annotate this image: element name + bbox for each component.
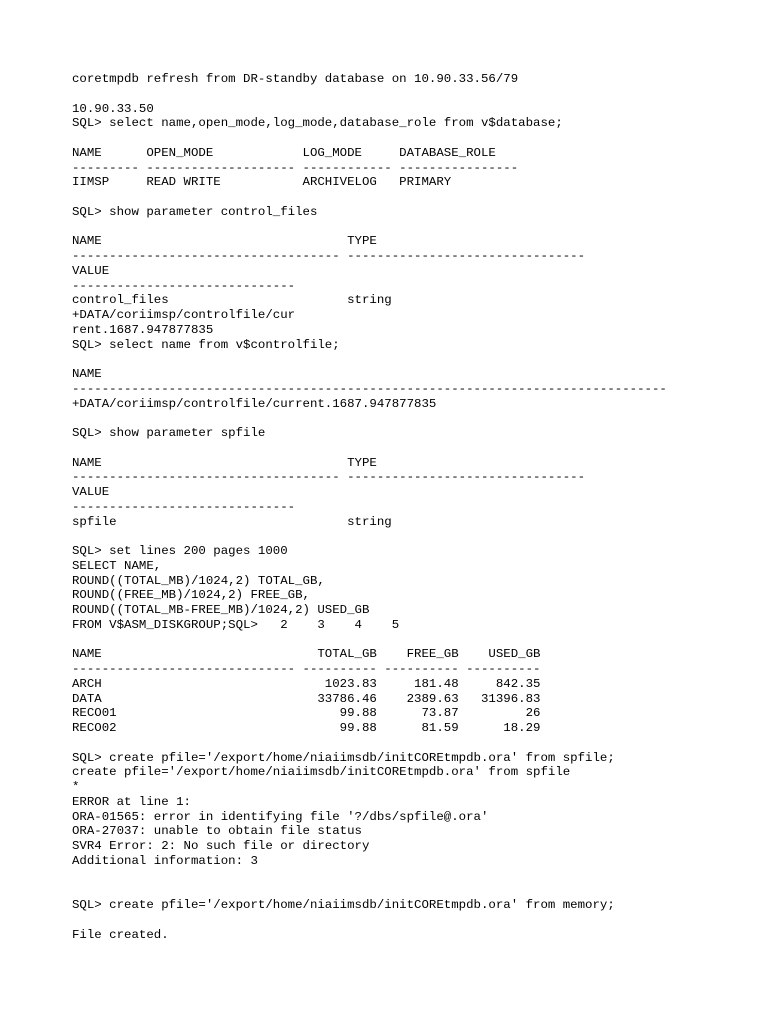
document-page (72, 72, 762, 942)
sql-session-transcript: coretmpdb refresh from DR-standby database on 10.90.33.56/79 10.90.33.50 SQL> select name,open_mode,log_mode,database_role from v$database; NAME OPEN_MODE LOG_MODE DATABASE_ROLE --------- -------------------- ------------ ---------------- IIMSP READ WRITE ARCHIVELOG PRIMARY SQL> show parameter control_files NAME TYPE ------------------------------------ -------------------------------- VALUE ------------------------------ control_files string +DATA/coriimsp/controlfile/cur rent.1687.947877835 SQL> select name from v$controlfile; NAME -------------------------------------------------------------------------------- +DATA/coriimsp/controlfile/current.1687.947877835 SQL> show parameter spfile NAME TYPE ------------------------------------ -------------------------------- VALUE ------------------------------ spfile string SQL> set lines 200 pages 1000 SELECT NAME, ROUND((TOTAL_MB)/1024,2) TOTAL_GB, ROUND((FREE_MB)/1024,2) FREE_GB, ROUND((TOTAL_MB-FREE_MB)/1024,2) USED_GB FROM V$ASM_DISKGROUP;SQL> 2 3 4 5 NAME TOTAL_GB FREE_GB USED_GB ------------------------------ ---------- ---------- ---------- ARCH 1023.83 181.48 842.35 DATA 33786.46 2389.63 31396.83 RECO01 99.88 73.87 26 RECO02 99.88 81.59 18.29 SQL> create pfile='/export/home/niaiimsdb/initCOREtmpdb.ora' from spfile; create pfile='/export/home/niaiimsdb/initCOREtmpdb.ora' from spfile * ERROR at line 1: ORA-01565: error in identifying file '?/dbs/spfile@.ora' ORA-27037: unable to obtain file status SVR4 Error: 2: No such file or directory Additional information: 3 SQL> create pfile='/export/home/niaiimsdb/initCOREtmpdb.ora' from memory; File created. (72, 72, 667, 942)
